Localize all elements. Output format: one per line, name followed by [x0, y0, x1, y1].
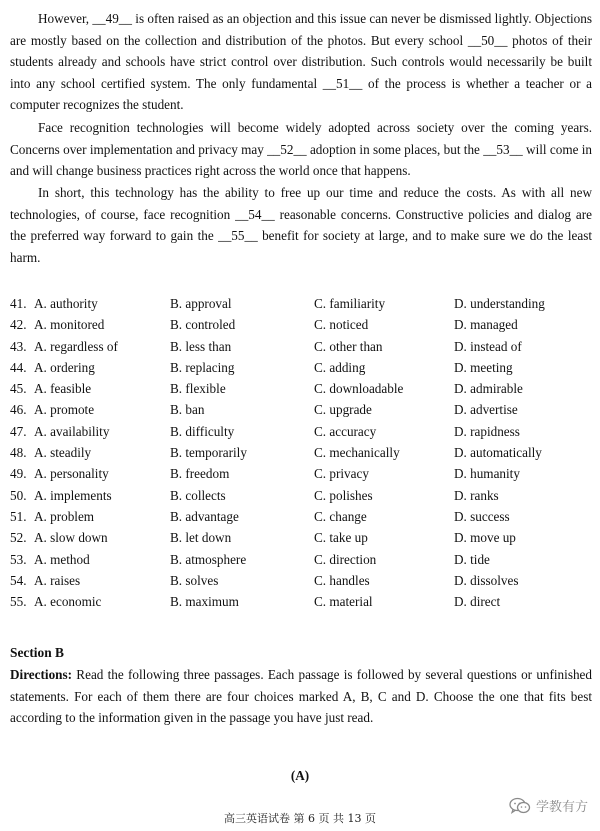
option-c: C. other than	[314, 338, 383, 354]
option-b: B. atmosphere	[170, 551, 247, 567]
option-b: B. flexible	[170, 381, 226, 397]
page-footer: 高三英语试卷 第 6 页 共 13 页	[224, 812, 376, 825]
option-d: D. dissolves	[454, 572, 519, 588]
option-d: D. rapidness	[454, 423, 520, 439]
option-number: 42.	[10, 317, 27, 333]
option-d: D. admirable	[454, 381, 523, 397]
option-number: 50.	[10, 487, 27, 503]
option-c: C. direction	[314, 551, 377, 567]
option-a: A. problem	[34, 508, 95, 524]
option-number: 41.	[10, 296, 27, 311]
option-d: D. managed	[454, 317, 518, 333]
option-b: B. maximum	[170, 594, 239, 610]
option-c: C. downloadable	[314, 381, 404, 397]
option-row	[10, 591, 592, 612]
option-b: B. replacing	[170, 359, 235, 375]
option-a: A. ordering	[34, 359, 95, 375]
directions-text: Read the following three passages. Each passage is followed by several questions or unfinished statements. For each of them there are four choices marked A, B, C and D. Choose the one that fits best according to the information given in the passage you have just read.	[10, 667, 592, 726]
option-row	[10, 463, 592, 484]
option-c: C. privacy	[314, 466, 369, 482]
option-b: B. collects	[170, 487, 226, 503]
option-a: A. steadily	[34, 445, 92, 461]
passage-paragraph-1: However, __49__ is often raised as an objection and this issue can never be dismissed lightly. Objections are mostly based on the collection and distribution of the photos. But every school __50__ photos of their students already and schools have strict control over distribution. Such controls would necessarily be built into any school certified system. The only fundamental __51__ of the process is whether a teacher or a computer recognizes the student.	[10, 11, 592, 113]
option-c: C. familiarity	[314, 296, 386, 311]
option-row	[10, 485, 592, 506]
option-a: A. method	[34, 551, 90, 567]
option-b: B. difficulty	[170, 423, 235, 439]
option-row	[10, 527, 592, 548]
option-number: 43.	[10, 338, 27, 354]
option-number: 52.	[10, 530, 27, 546]
option-row	[10, 421, 592, 442]
option-row	[10, 399, 592, 420]
option-c: C. adding	[314, 359, 366, 375]
option-d: D. automatically	[454, 445, 542, 461]
option-b: B. less than	[170, 338, 232, 354]
option-d: D. understanding	[454, 296, 545, 311]
directions-label: Directions:	[10, 667, 73, 682]
option-row	[10, 293, 592, 314]
watermark-text: 学教有方	[535, 800, 588, 815]
option-b: B. let down	[170, 530, 232, 546]
option-row	[10, 549, 592, 570]
option-a: A. promote	[34, 402, 95, 418]
passage-a-label: (A)	[290, 768, 310, 783]
option-a: A. feasible	[34, 381, 92, 397]
option-d: D. direct	[454, 594, 501, 610]
option-d: D. advertise	[454, 402, 518, 418]
option-c: C. mechanically	[314, 445, 400, 461]
option-row	[10, 314, 592, 335]
option-row	[10, 357, 592, 378]
option-c: C. polishes	[314, 487, 373, 503]
option-d: D. humanity	[454, 466, 520, 482]
option-number: 48.	[10, 445, 27, 461]
option-number: 44.	[10, 359, 27, 375]
option-a: A. personality	[34, 466, 109, 482]
option-row	[10, 506, 592, 527]
option-number: 53.	[10, 551, 27, 567]
option-row	[10, 378, 592, 399]
option-a: A. implements	[34, 487, 112, 503]
option-number: 54.	[10, 572, 27, 588]
option-b: B. approval	[170, 296, 232, 311]
option-c: C. material	[314, 594, 373, 610]
option-c: C. handles	[314, 572, 370, 588]
option-number: 47.	[10, 423, 27, 439]
option-d: D. meeting	[454, 359, 513, 375]
passage-paragraph-2: Face recognition technologies will become widely adopted across society over the coming years. Concerns over implementation and privacy may __52__ adoption in some places, but the __53__ will come in and will change business practices right across the world once that happens.	[10, 120, 592, 179]
option-a: A. raises	[34, 572, 81, 588]
section-b-title: Section B	[10, 645, 64, 660]
section-b-directions	[10, 664, 592, 729]
option-row	[10, 336, 592, 357]
option-c: C. upgrade	[314, 402, 372, 418]
option-b: B. solves	[170, 572, 219, 588]
option-number: 46.	[10, 402, 27, 418]
answer-options-list	[10, 293, 592, 612]
option-c: C. accuracy	[314, 423, 377, 439]
option-b: B. ban	[170, 402, 205, 418]
option-a: A. slow down	[34, 530, 108, 546]
option-d: D. move up	[454, 530, 516, 546]
option-a: A. economic	[34, 594, 102, 610]
option-c: C. change	[314, 508, 367, 524]
option-d: D. instead of	[454, 338, 522, 354]
option-d: D. ranks	[454, 487, 499, 503]
option-number: 55.	[10, 594, 27, 610]
option-b: B. temporarily	[170, 445, 247, 461]
option-b: B. advantage	[170, 508, 239, 524]
option-a: A. authority	[34, 296, 98, 311]
passage-paragraph-3: In short, this technology has the ability to free up our time and reduce the costs. As with all new technologies, of course, face recognition __54__ reasonable concerns. Constructive policies and dialog are the preferred way forward to gain the __55__ benefit for society at large, and to make sure we do the least harm.	[10, 185, 592, 265]
option-row	[10, 442, 592, 463]
option-c: C. noticed	[314, 317, 369, 333]
option-d: D. tide	[454, 551, 490, 567]
option-number: 49.	[10, 466, 27, 482]
option-number: 45.	[10, 381, 27, 397]
option-number: 51.	[10, 508, 27, 524]
option-a: A. availability	[34, 423, 110, 439]
option-a: A. monitored	[34, 317, 105, 333]
option-d: D. success	[454, 508, 510, 524]
option-row	[10, 570, 592, 591]
option-a: A. regardless of	[34, 338, 118, 354]
option-c: C. take up	[314, 530, 368, 546]
option-b: B. freedom	[170, 466, 230, 482]
option-b: B. controled	[170, 317, 236, 333]
